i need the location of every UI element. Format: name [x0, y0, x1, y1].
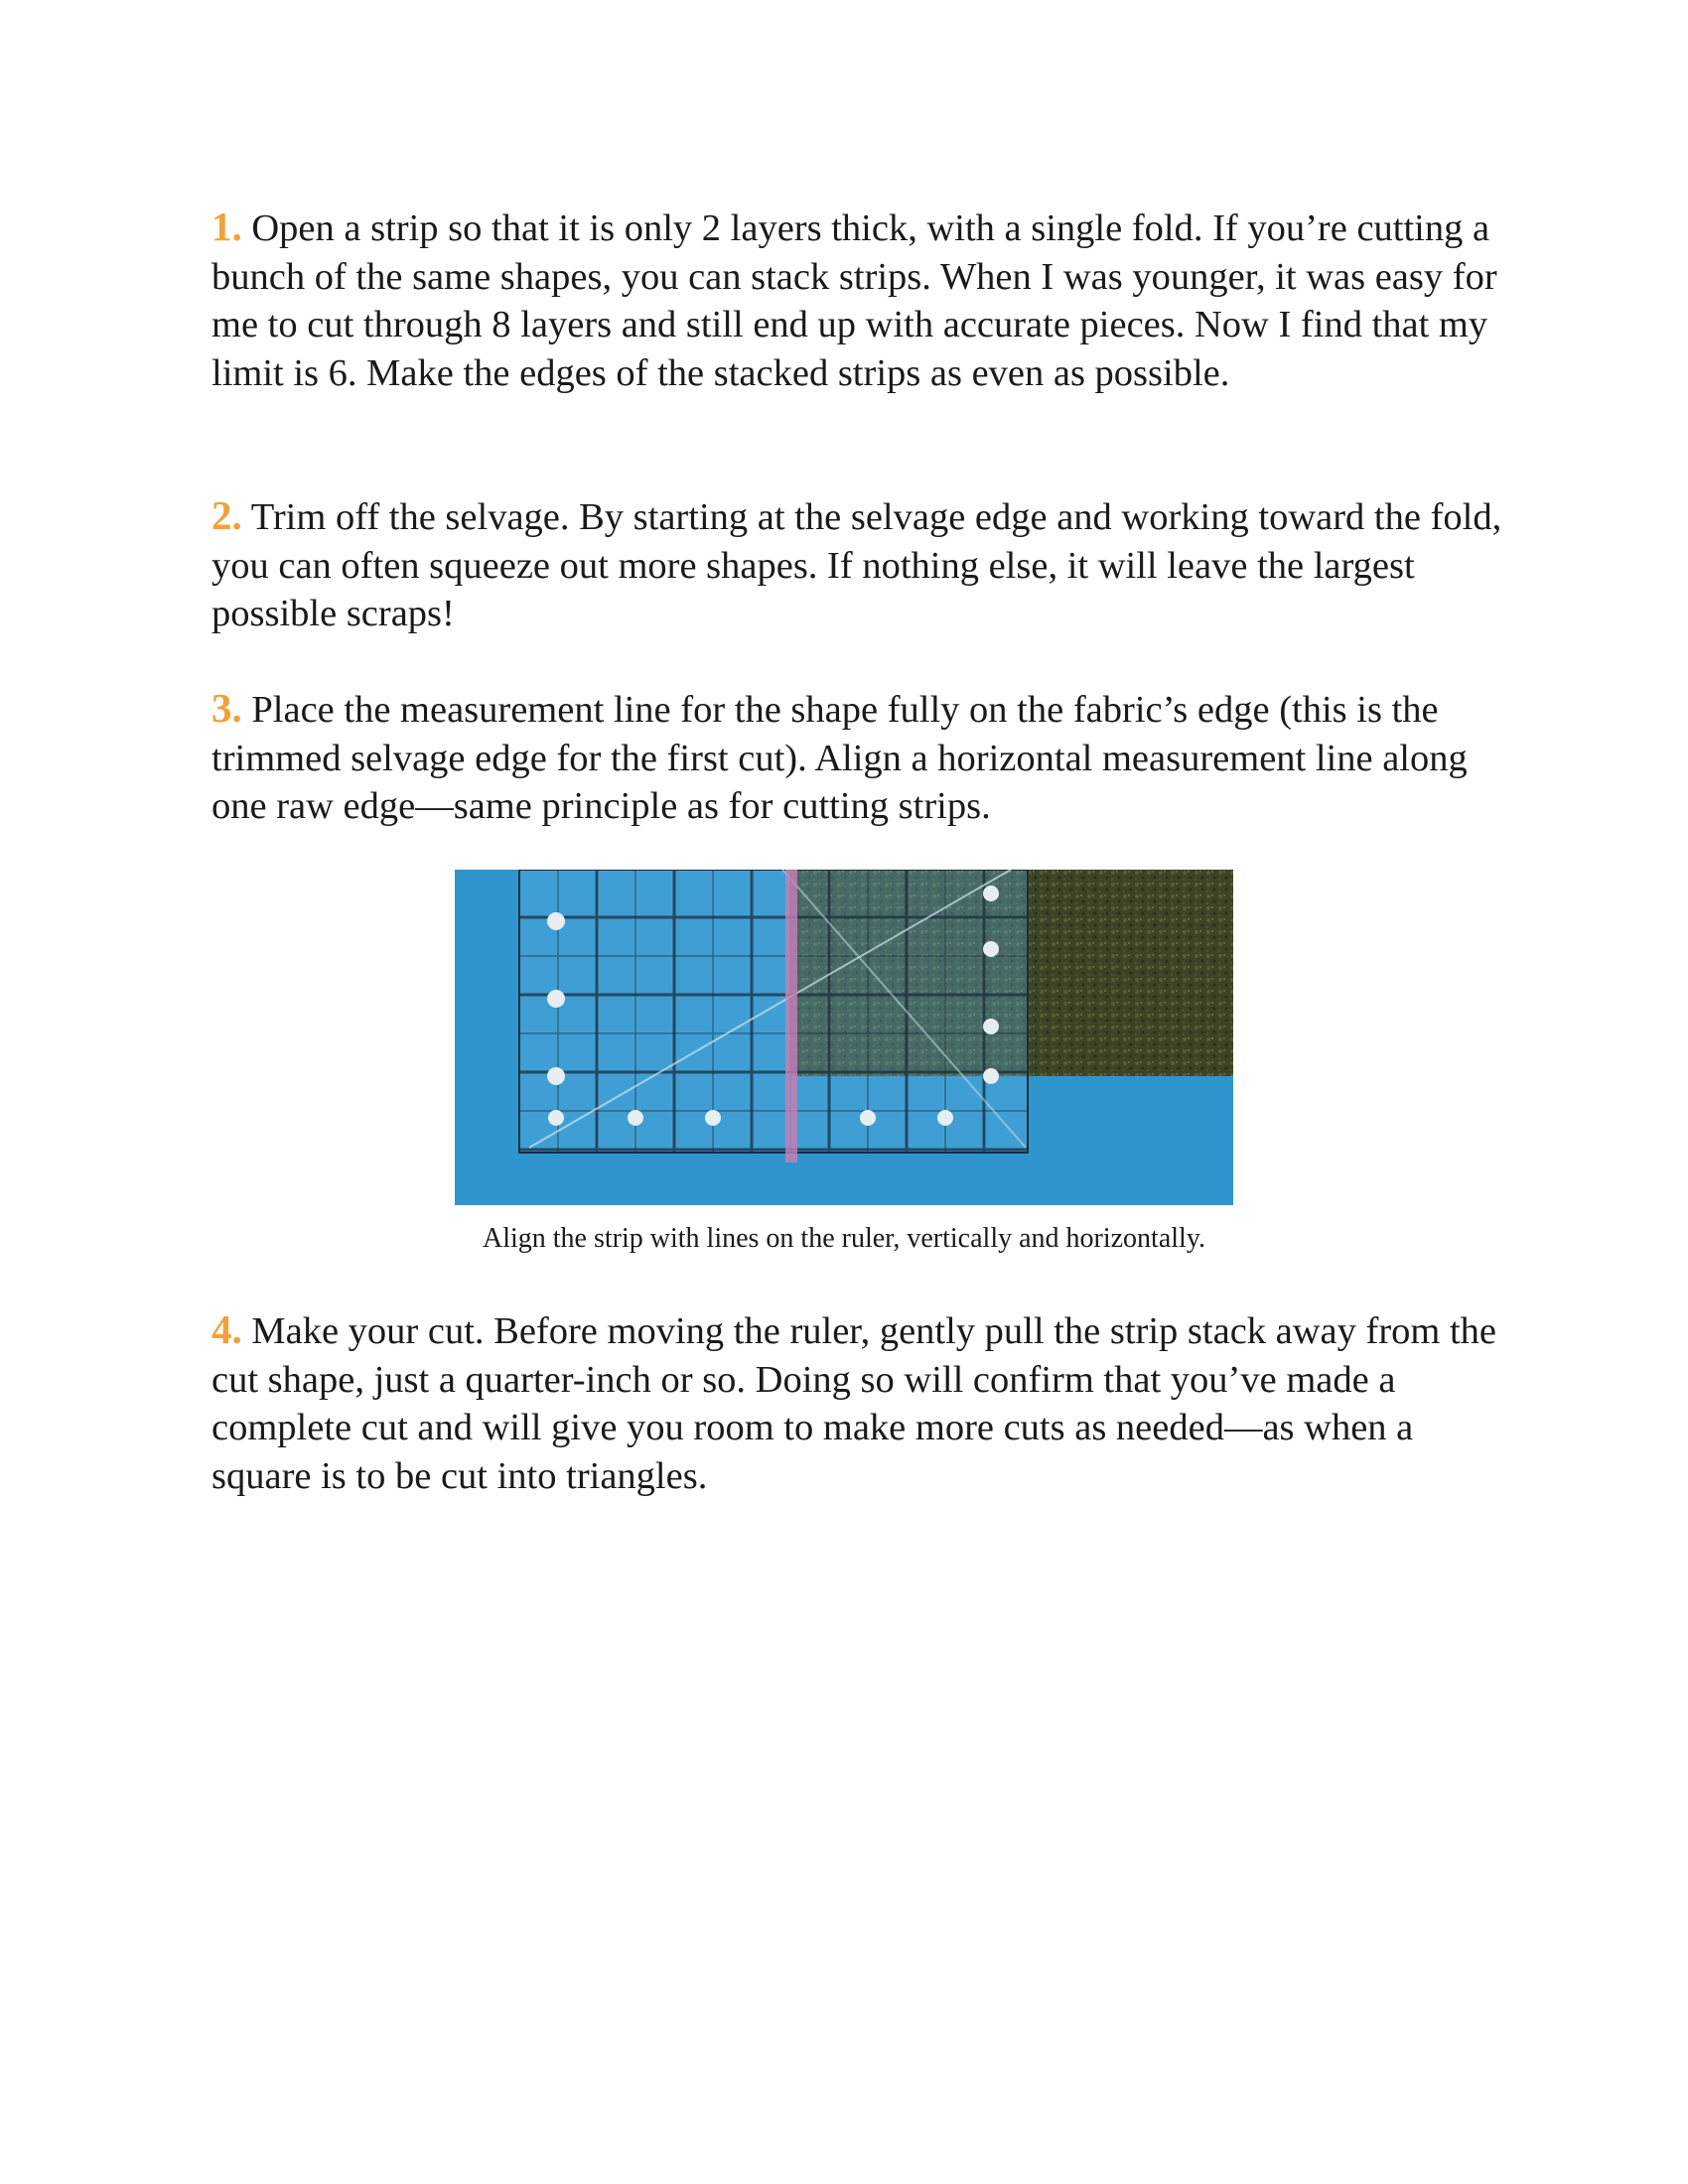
step-1	[211, 203, 1502, 397]
step-3-number: 3.	[211, 685, 242, 731]
step-2-number: 2.	[211, 492, 242, 538]
step-2	[211, 491, 1502, 638]
step-4-number: 4.	[211, 1306, 242, 1352]
step-4-text: Make your cut. Before moving the ruler, gently pull the strip stack away from the cut shape, just a quarter-inch or so. Doing so will confirm that you’ve made a complete cut and will give you room to make more cuts as needed—as when a square is to be cut into triangles.	[211, 1310, 1497, 1497]
ruler-fabric-illustration	[455, 870, 1233, 1205]
ruler-fabric-photo	[455, 870, 1233, 1205]
step-3	[211, 684, 1502, 831]
figure-caption: Align the strip with lines on the ruler, vertically and horizontally.	[483, 1223, 1205, 1254]
step-1-number: 1.	[211, 204, 242, 249]
step-3-text: Place the measurement line for the shape fully on the fabric’s edge (this is the trimmed selvage edge for the first cut). Align a horizontal measurement line along one raw edge—same principle as for cutting strips.	[211, 689, 1468, 827]
step-4	[211, 1305, 1502, 1500]
step-1-text: Open a strip so that it is only 2 layers thick, with a single fold. If you’re cutting a bunch of the same shapes, you can stack strips. When I was younger, it was easy for me to cut through 8 layers and still end up with accurate pieces. Now I find that my limit is 6. Make the edges of the stacked strips as even as possible.	[211, 207, 1497, 394]
measurement-line-highlight	[785, 870, 797, 1162]
step-2-text: Trim off the selvage. By starting at the selvage edge and working toward the fold, you can often squeeze out more shapes. If nothing else, it will leave the largest possible scraps!	[211, 496, 1502, 634]
